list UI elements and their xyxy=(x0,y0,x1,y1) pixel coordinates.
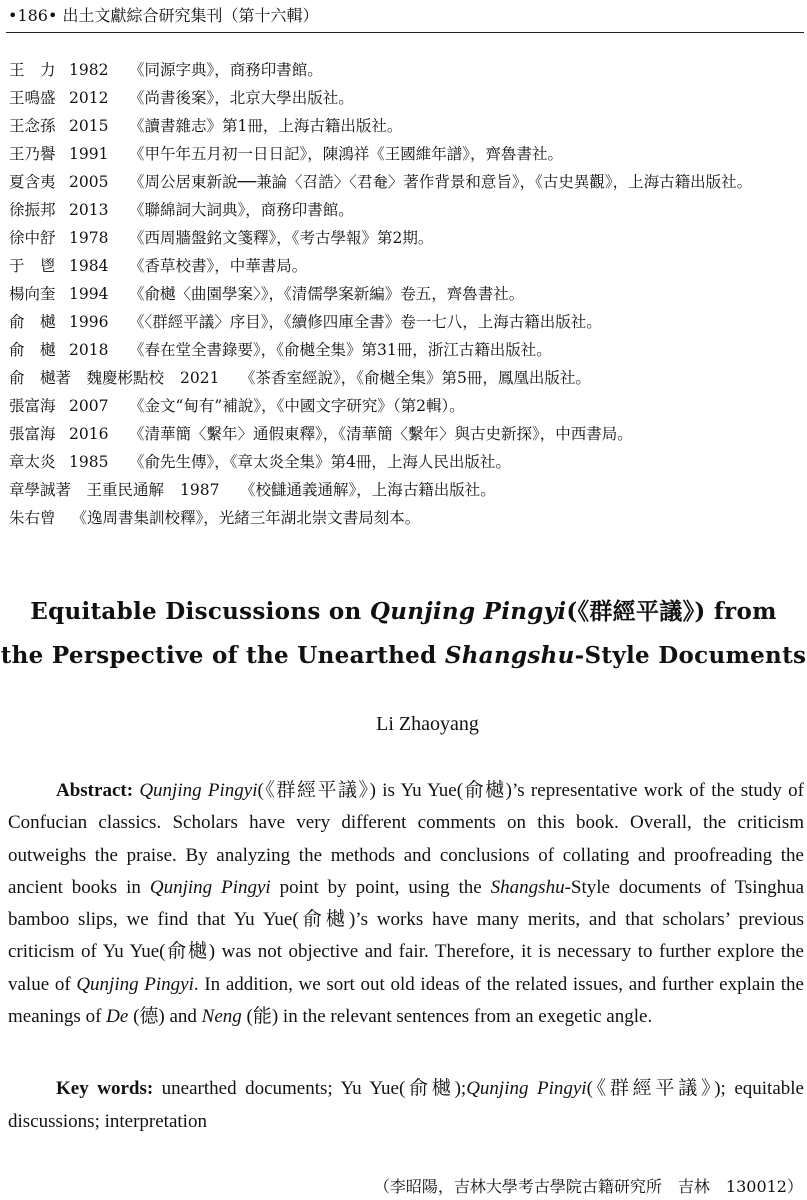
reference-entry xyxy=(9,476,804,504)
reference-year: 2018 xyxy=(69,341,109,359)
reference-citation: 《茶香室經說》，《俞樾全集》第5冊，鳳凰出版社。 xyxy=(240,369,591,387)
reference-entry xyxy=(9,448,804,476)
reference-year: 2005 xyxy=(69,173,109,191)
reference-year: 2007 xyxy=(69,397,109,415)
reference-author: 楊向奎 xyxy=(9,285,56,303)
reference-year: 2013 xyxy=(69,201,109,219)
abstract-italic: Qunjing Pingyi xyxy=(149,876,271,898)
reference-author: 王念孫 xyxy=(9,117,56,135)
reference-entry xyxy=(9,364,804,392)
reference-citation: 《西周牆盤銘文箋釋》，《考古學報》第2期。 xyxy=(129,229,434,247)
reference-entry xyxy=(9,504,804,532)
reference-citation: 《讀書雜志》第1冊，上海古籍出版社。 xyxy=(129,117,403,135)
reference-citation: 《尚書後案》，北京大學出版社。 xyxy=(129,89,354,107)
reference-citation: 《金文“甸有”補說》，《中國文字研究》（第2輯）。 xyxy=(129,397,465,415)
reference-entry xyxy=(9,280,804,308)
reference-year: 1991 xyxy=(69,145,109,163)
abstract-text: (能) in the relevant sentences from an exegetic angle. xyxy=(241,1006,653,1028)
author-affiliation: （李昭陽，吉林大學考古學院古籍研究所 吉林 130012） xyxy=(373,1177,803,1196)
title-text: the Perspective of the Unearthed xyxy=(0,642,445,669)
reference-citation: 《俞樾〈曲園學案〉》，《清儒學案新編》卷五，齊魯書社。 xyxy=(129,285,525,303)
page-number: •186• xyxy=(8,6,58,25)
reference-author: 王乃譽 xyxy=(9,145,56,163)
reference-entry xyxy=(9,224,804,252)
reference-author: 俞 樾著 魏慶彬點校 xyxy=(9,369,165,387)
reference-author: 章太炎 xyxy=(9,453,56,471)
reference-citation: 《校讎通義通解》，上海古籍出版社。 xyxy=(240,481,496,499)
reference-year: 1985 xyxy=(69,453,109,471)
abstract-label: Abstract: xyxy=(56,780,134,801)
reference-citation: 《聯綿詞大詞典》，商務印書館。 xyxy=(129,201,354,219)
reference-year: 1984 xyxy=(69,257,109,275)
reference-citation: 《甲午年五月初一日日記》，陳鴻祥《王國維年譜》，齊魯書社。 xyxy=(129,145,564,163)
title-italic: Qunjing Pingyi xyxy=(369,598,567,625)
abstract xyxy=(8,775,804,1033)
reference-citation: 《逸周書集訓校釋》，光緒三年湖北崇文書局刻本。 xyxy=(71,509,421,527)
header-rule xyxy=(6,32,804,33)
reference-year: 2012 xyxy=(69,89,109,107)
reference-author: 俞 樾 xyxy=(9,341,56,359)
reference-citation: 《清華簡〈繫年〉通假東釋》，《清華簡〈繫年〉與古史新探》，中西書局。 xyxy=(129,425,633,443)
reference-year: 1996 xyxy=(69,313,109,331)
keywords-label: Key words: xyxy=(56,1078,154,1099)
abstract-text: -Style documents of Tsinghua bamboo slips, we find that Yu Yue(俞樾)’s works have many merits, and that scholars’ previous criticism of Yu Yue(俞樾) was not objective and fair. Therefore, it is necessary to further explore the value of xyxy=(8,876,804,995)
reference-citation: 《〈群經平議〉序目》，《續修四庫全書》卷一七八，上海古籍出版社。 xyxy=(129,313,602,331)
abstract-text: point by point, using the xyxy=(270,876,491,898)
reference-entry xyxy=(9,252,804,280)
keywords xyxy=(8,1072,804,1138)
reference-list xyxy=(9,56,804,532)
reference-author: 王鳴盛 xyxy=(9,89,56,107)
reference-author: 朱右曾 xyxy=(9,509,56,527)
reference-author: 夏含夷 xyxy=(9,173,56,191)
article-author: Li Zhaoyang xyxy=(376,713,479,735)
reference-entry xyxy=(9,140,804,168)
reference-citation: 《春在堂全書錄要》，《俞樾全集》第31冊，浙江古籍出版社。 xyxy=(129,341,552,359)
reference-entry xyxy=(9,196,804,224)
reference-year: 2021 xyxy=(180,369,220,387)
reference-entry xyxy=(9,308,804,336)
abstract-italic: Shangshu xyxy=(490,876,565,898)
reference-entry xyxy=(9,168,804,196)
title-text: -Style Documents xyxy=(574,642,807,669)
reference-author: 張富海 xyxy=(9,397,56,415)
reference-author: 章學誠著 王重民通解 xyxy=(9,481,165,499)
reference-year: 1994 xyxy=(69,285,109,303)
reference-year: 2016 xyxy=(69,425,109,443)
abstract-text: . In addition, we sort out old ideas of the related issues, and further explain the meanings of xyxy=(8,973,804,1028)
title-text: (《群經平議》) from xyxy=(566,598,777,625)
reference-citation: 《俞先生傳》，《章太炎全集》第4冊，上海人民出版社。 xyxy=(129,453,511,471)
reference-entry xyxy=(9,56,804,84)
reference-author: 張富海 xyxy=(9,425,56,443)
reference-author: 王 力 xyxy=(9,61,56,79)
keywords-text: (《群經平議》); equitable discussions; interpretation xyxy=(8,1078,804,1132)
reference-year: 2015 xyxy=(69,117,109,135)
running-header xyxy=(8,6,805,26)
reference-year: 1978 xyxy=(69,229,109,247)
title-italic: Shangshu xyxy=(444,642,575,669)
reference-entry xyxy=(9,112,804,140)
keywords-text: unearthed documents; Yu Yue(俞樾); xyxy=(153,1078,467,1099)
abstract-text: (德) and xyxy=(128,1006,202,1028)
reference-year: 1987 xyxy=(180,481,220,499)
journal-title: 出土文獻綜合研究集刊（第十六輯） xyxy=(62,6,319,25)
abstract-italic: Qunjing Pingyi xyxy=(76,973,194,995)
abstract-italic: Neng xyxy=(201,1006,242,1028)
reference-year: 1982 xyxy=(69,61,109,79)
abstract-italic: De xyxy=(106,1006,129,1028)
reference-citation: 《周公居東新說──兼論〈召誥〉〈君奙〉著作背景和意旨》，《古史異觀》，上海古籍出版社。 xyxy=(129,173,753,191)
abstract-text: (《群經平議》) is Yu Yue(俞樾)’s representative work of the study of Confucian classics. Scholars have very different comments on this book. Overall, the criticism outweighs the praise. By analyzing the methods and conclusions of collating and proofreading the ancient books in xyxy=(8,780,805,898)
reference-author: 徐中舒 xyxy=(9,229,56,247)
reference-entry xyxy=(9,336,804,364)
reference-author: 俞 樾 xyxy=(9,313,56,331)
reference-citation: 《香草校書》，中華書局。 xyxy=(129,257,308,275)
abstract-italic: Qunjing Pingyi xyxy=(139,780,258,801)
reference-citation: 《同源字典》，商務印書館。 xyxy=(129,61,323,79)
reference-entry xyxy=(9,84,804,112)
reference-entry xyxy=(9,392,804,420)
title-text: Equitable Discussions on xyxy=(30,598,370,625)
reference-entry xyxy=(9,420,804,448)
article-title xyxy=(0,590,807,678)
keywords-italic: Qunjing Pingyi xyxy=(466,1078,587,1099)
reference-author: 徐振邦 xyxy=(9,201,56,219)
reference-author: 于 鬯 xyxy=(9,257,56,275)
